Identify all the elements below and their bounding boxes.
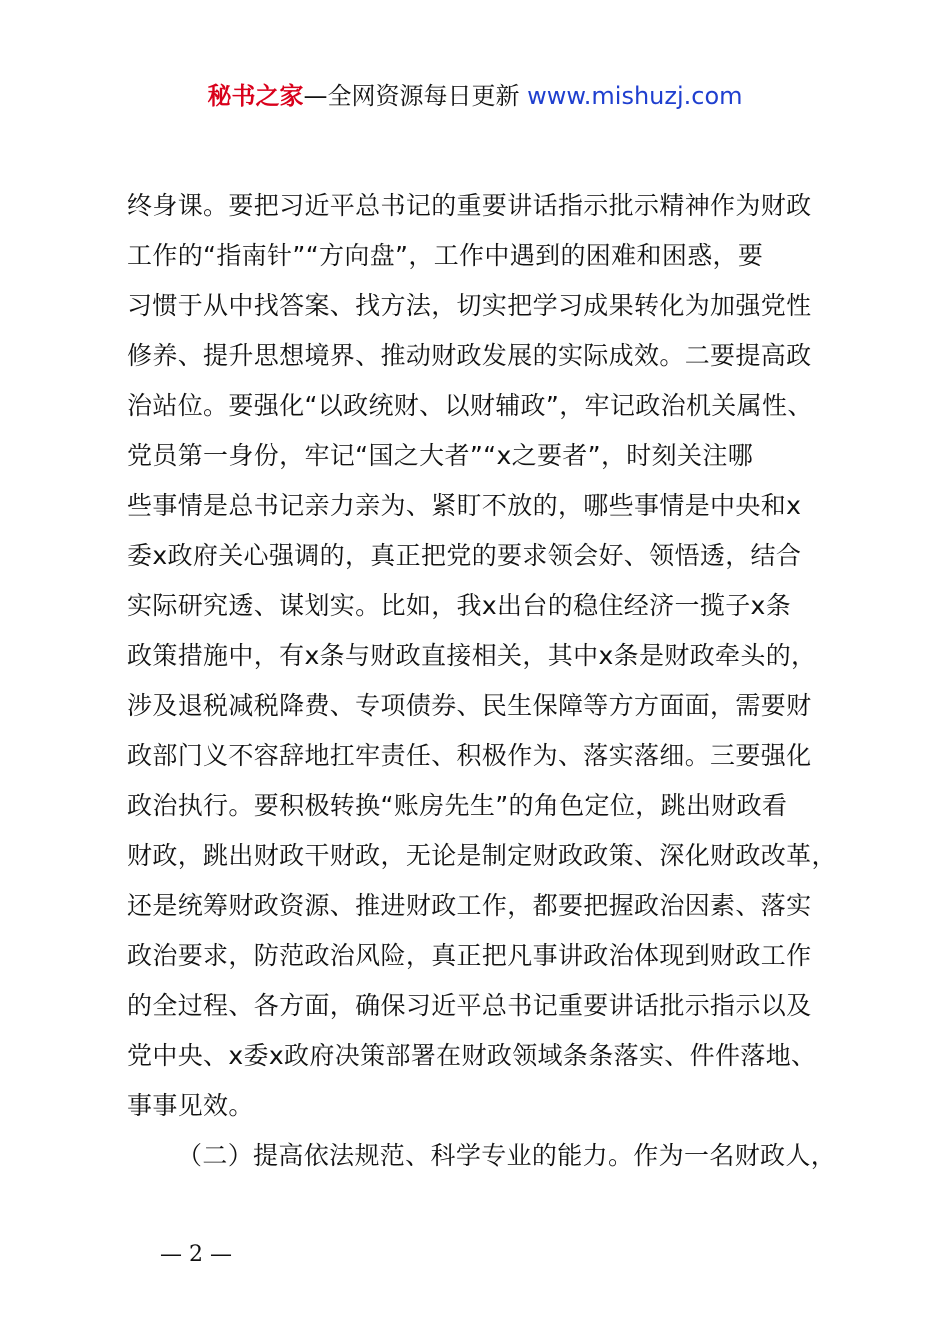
body-line: 政治执行。要积极转换“账房先生”的角色定位，跳出财政看 (127, 791, 788, 820)
body-line: 政治要求，防范政治风险，真正把凡事讲政治体现到财政工作 (127, 941, 812, 970)
site-tagline: —全网资源每日更新 (303, 82, 520, 110)
body-line: 修养、提升思想境界、推动财政发展的实际成效。二要提高政 (127, 341, 812, 370)
body-line: 政策措施中，有x条与财政直接相关，其中x条是财政牵头的， (127, 641, 817, 670)
body-line: 还是统筹财政资源、推进财政工作，都要把握政治因素、落实 (127, 891, 812, 920)
body-line: 实际研究透、谋划实。比如，我x出台的稳住经济一揽子x条 (127, 591, 792, 620)
body-line: 些事情是总书记亲力亲为、紧盯不放的，哪些事情是中央和x (127, 491, 802, 520)
body-line: 委x政府关心强调的，真正把党的要求领会好、领悟透，结合 (127, 541, 802, 570)
site-brand: 秘书之家 (207, 82, 304, 110)
section-heading-line: （二）提高依法规范、科学专业的能力。作为一名财政人， (177, 1141, 837, 1170)
document-body (127, 181, 867, 1181)
body-line: 政部门义不容辞地扛牢责任、积极作为、落实落细。三要强化 (127, 741, 812, 770)
body-line: 治站位。要强化“以政统财、以财辅政”，牢记政治机关属性、 (127, 391, 813, 420)
body-line: 习惯于从中找答案、找方法，切实把学习成果转化为加强党性 (127, 291, 812, 320)
body-line: 涉及退税减税降费、专项债券、民生保障等方方面面，需要财 (127, 691, 812, 720)
body-line: 事事见效。 (127, 1091, 254, 1120)
body-line: 党员第一身份，牢记“国之大者”“x之要者”，时刻关注哪 (127, 441, 754, 470)
body-line: 财政，跳出财政干财政，无论是制定财政政策、深化财政改革， (127, 841, 837, 870)
site-header (0, 80, 950, 112)
body-line: 党中央、x委x政府决策部署在财政领域条条落实、件件落地、 (127, 1041, 817, 1070)
body-line: 终身课。要把习近平总书记的重要讲话指示批示精神作为财政 (127, 191, 812, 220)
site-url-link[interactable]: www.mishuzj.com (527, 82, 743, 110)
body-line: 的全过程、各方面，确保习近平总书记重要讲话批示指示以及 (127, 991, 812, 1020)
page-number: — 2 — (160, 1242, 232, 1267)
body-line: 工作的“指南针”“方向盘”，工作中遇到的困难和困惑，要 (127, 241, 764, 270)
